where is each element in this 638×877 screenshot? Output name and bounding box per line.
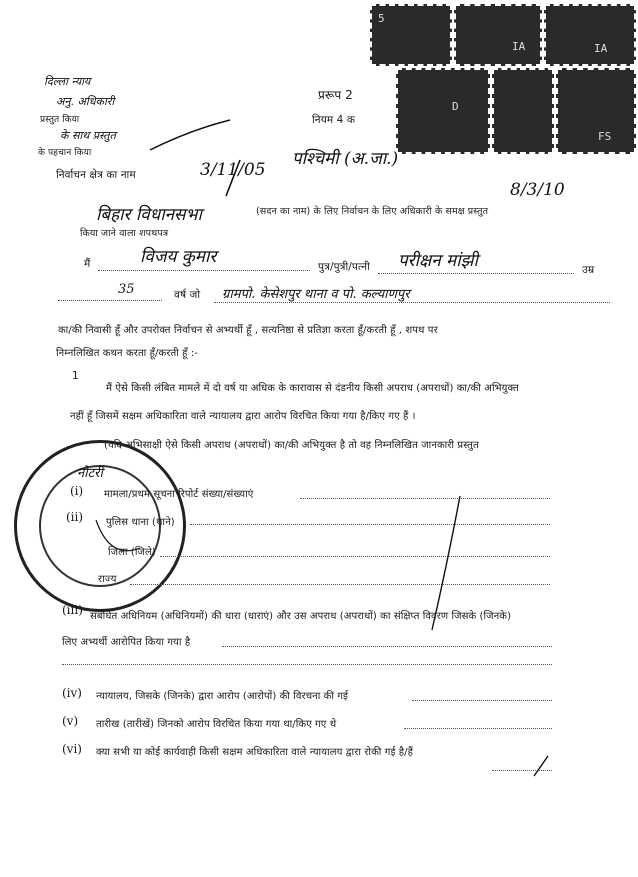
initials-handwritten: 3/11/05 [200,160,266,180]
age-value: 35 [118,282,135,297]
handwritten-note-2: अनु. अधिकारी [56,95,115,108]
item-2-number: (ii) [66,510,84,524]
constituency-label: निर्वाचन क्षेत्र का नाम [56,169,136,181]
stamp-glyph: IA [594,42,608,55]
item-4-label: न्यायालय, जिसके (जिनके) द्वारा आरोप (आरोपों) की विरचना की गई [96,691,349,702]
seal-text: नोटरी [77,466,103,481]
date-handwritten: 8/3/10 [510,180,565,200]
para-1-line-1: मैं ऐसे किसी लंबित मामले में दो वर्ष या अधिक के कारावास से दंडनीय किसी अपराध (अपराधों) का/की अभियुक्त [106,383,519,394]
stamp-glyph: IA [512,40,526,53]
item-6-number: (vi) [62,742,82,756]
name-prefix: मैं [84,258,91,270]
para-1-number: 1 [72,370,79,382]
item-3-label: संबंधित अधिनियम (अधिनियमों) की धारा (धाराएं) और उस अपराध (अपराधों) का संक्षिप्त विवरण जिसके (जिनके) [90,611,512,622]
item-district-label: जिला (जिले) [108,547,156,558]
relation-label: पुत्र/पुत्री/पत्नी [318,261,370,273]
rule-reference: नियम 4 क [312,114,356,126]
candidate-name: विजय कुमार [140,247,217,267]
stamp-glyph: 5 [378,12,385,25]
stamp-glyph: FS [598,130,612,143]
item-1-number: (i) [70,484,84,498]
age-label: उम्र [582,264,595,276]
stamp-glyph: D [452,100,459,113]
item-5-label: तारीख (तारीखें) जिनको आरोप विरचित किया गया था/किए गए थे [96,719,337,730]
residence-line: का/की निवासी हूँ और उपरोक्त निर्वाचन से अभ्यर्थी हूँ , सत्यनिष्ठा से प्रतिज्ञा करता हूँ/करती हूँ , शपथ पर [58,325,438,336]
house-label: (सदन का नाम) के लिए निर्वाचन के लिए अधिकारी के समक्ष प्रस्तुत [256,206,489,217]
received-label: के पहचान किया [38,148,92,158]
item-6-label: क्या सभी या कोई कार्यवाही किसी सक्षम अधिकारिता वाले न्यायालय द्वारा रोकी गई है/हैं [96,747,414,758]
item-1-label: मामला/प्रथम सूचना रिपोर्ट संख्या/संख्याएं [104,489,254,500]
father-name: परीक्षन मांझी [398,251,478,271]
item-3-number: (iii) [62,603,83,617]
form-title: प्ररूप 2 [318,88,353,102]
para-2-line: (यदि अभिसाक्षी ऐसे किसी अपराध (अपराधों) का/की अभियुक्त है तो वह निम्नलिखित जानकारी प्रस्तुत [104,440,479,451]
address-value: ग्रामपो. केसेशपुर थाना व पो. कल्याणपुर [222,287,410,302]
constituency-value: पश्चिमी (अ.जा.) [292,149,399,169]
item-state-label: राज्य [98,574,117,585]
handwritten-note-1: दिल्ला न्याय [44,75,91,88]
affidavit-caption: किया जाने वाला शपथपत्र [80,228,169,239]
item-4-number: (iv) [62,686,82,700]
item-5-number: (v) [62,714,79,728]
para-1-line-2: नहीं हूँ जिसमें सक्षम अधिकारिता वाले न्यायालय द्वारा आरोप विरचित किया गया है/किए गए हैं । [70,411,416,422]
item-3-label-cont: लिए अभ्यर्थी आरोपित किया गया है [62,637,191,648]
address-prefix: वर्ष जो [174,289,201,301]
item-2-label: पुलिस थाना (थाने) [106,517,175,528]
handwritten-note-3: के साथ प्रस्तुत [60,129,116,142]
house-value: बिहार विधानसभा [96,205,202,225]
declaration-line: निम्नलिखित कथन करता हूँ/करती हूँ :- [56,348,198,359]
mid-small-text: प्रस्तुत किया [40,115,80,125]
